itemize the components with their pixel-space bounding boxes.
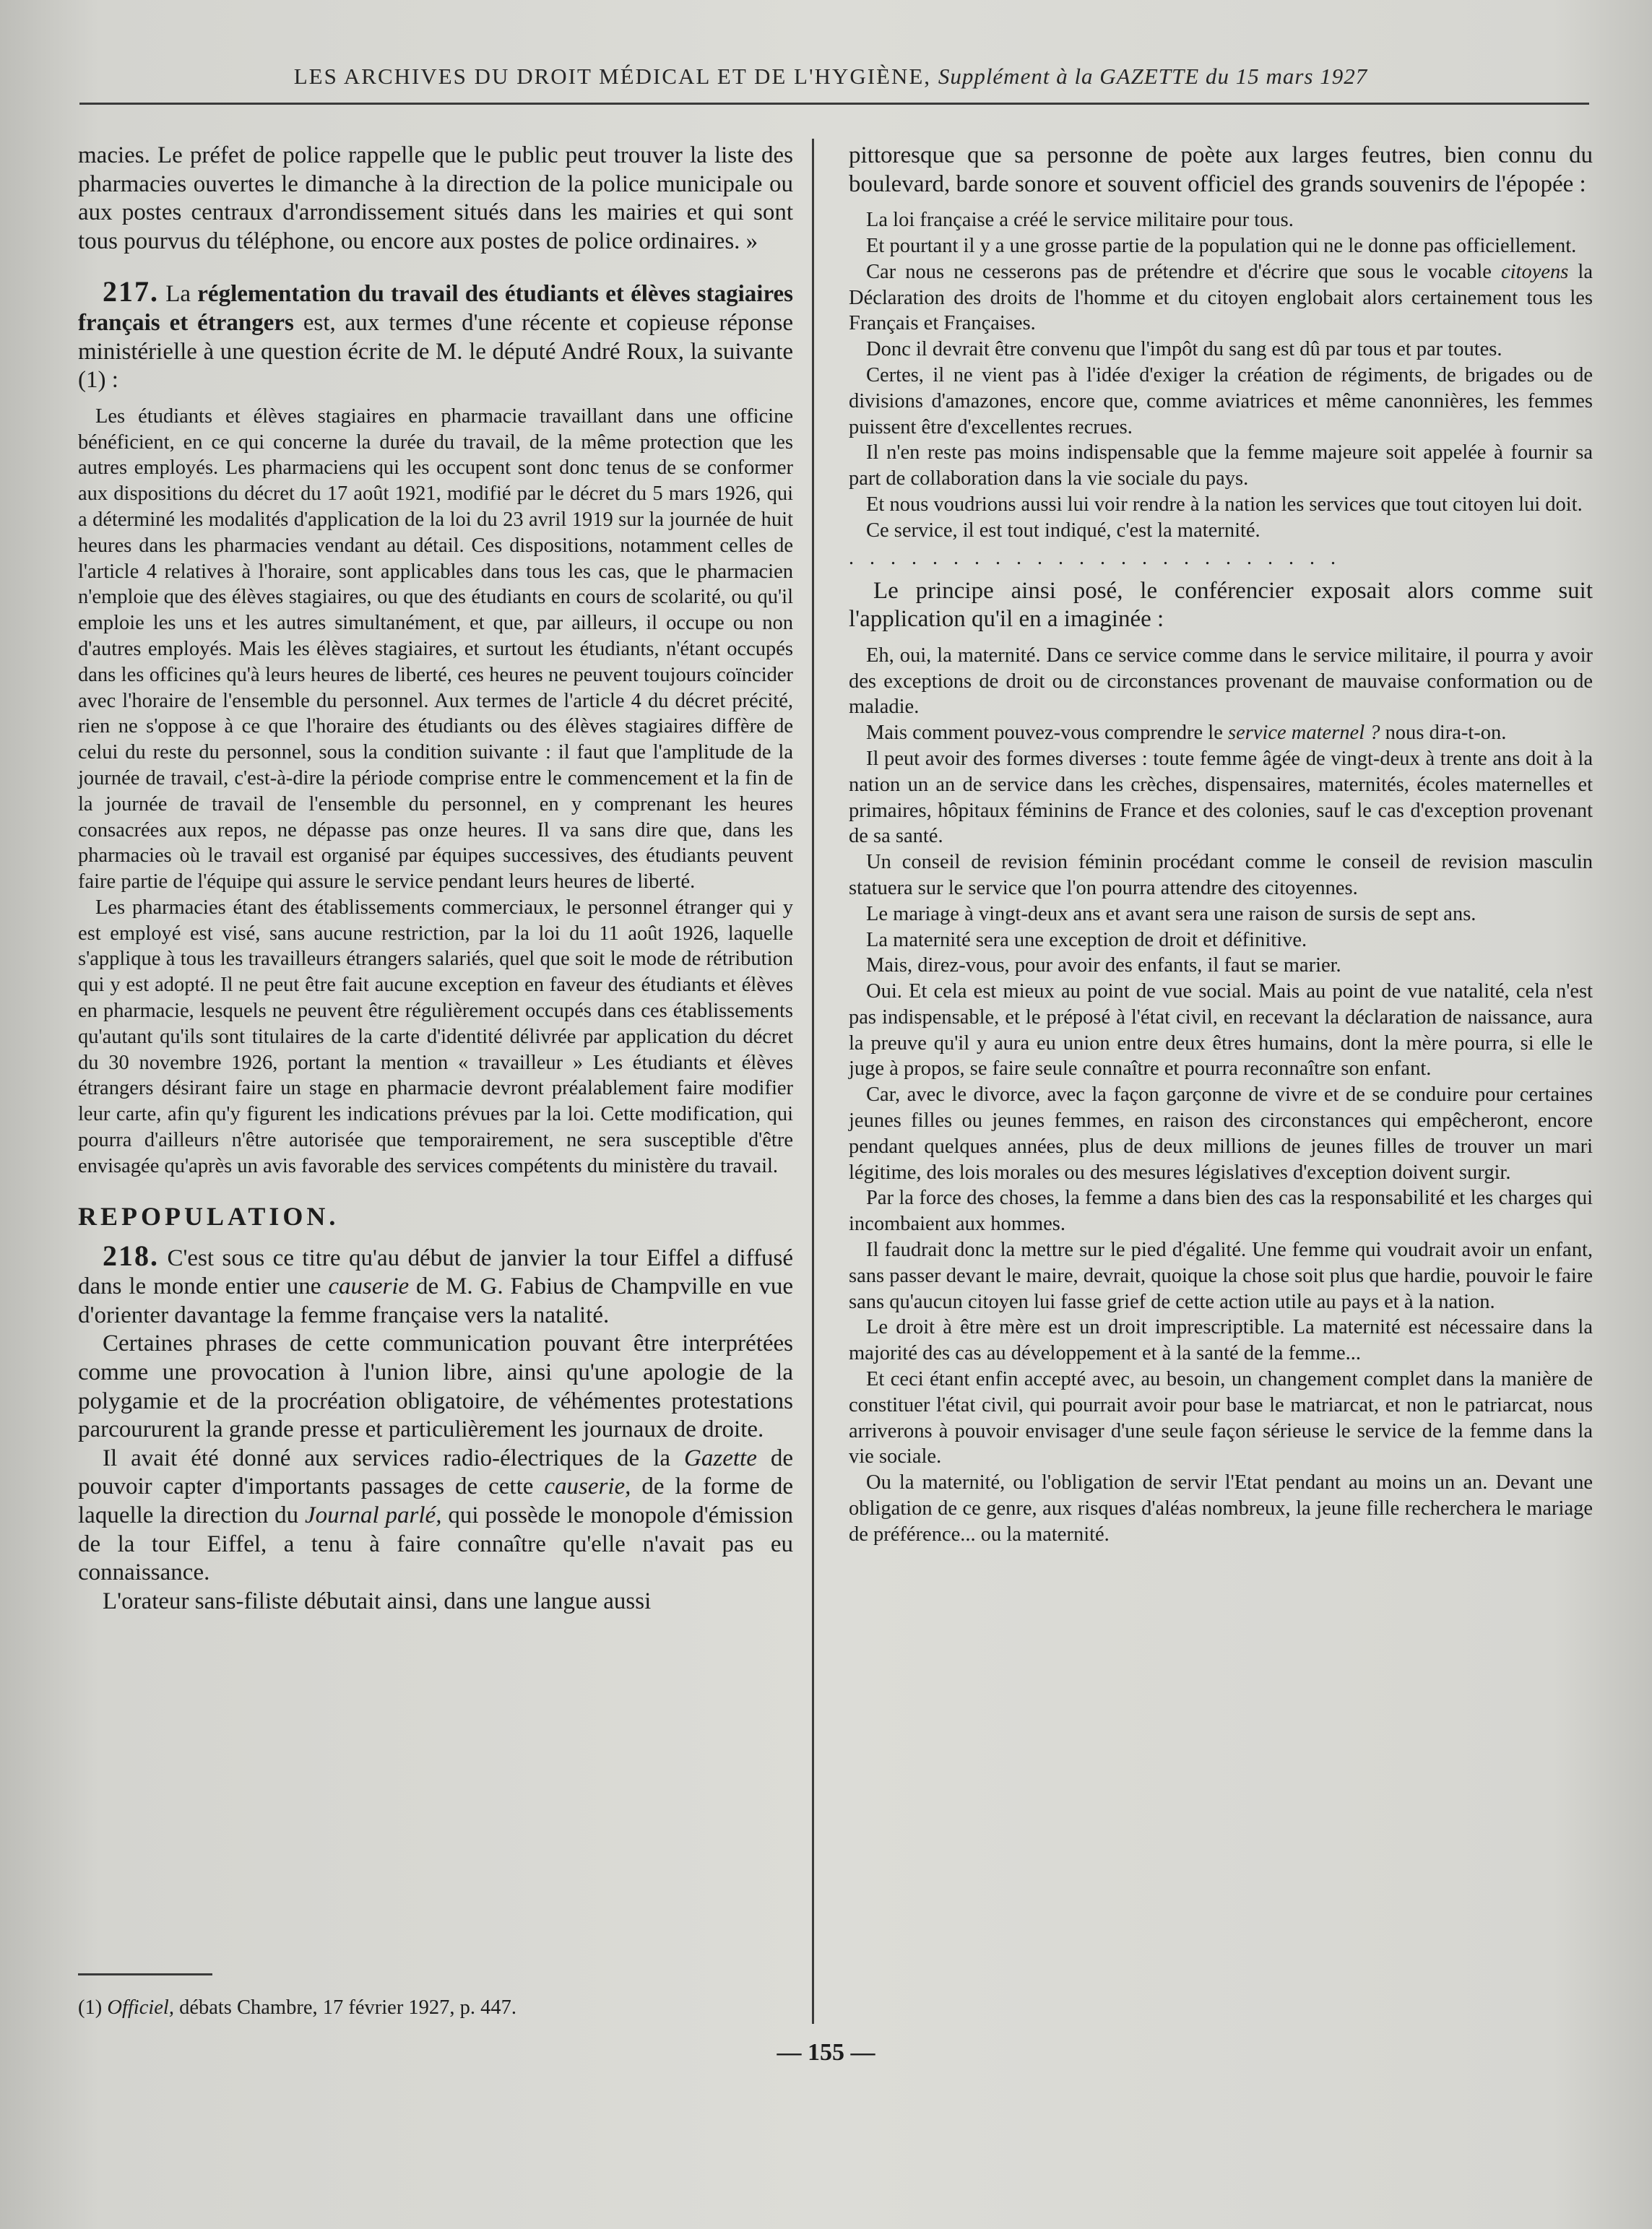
article-number: 218. [103,1239,159,1272]
body-paragraph: Le principe ainsi posé, le conférencier exposait alors comme suit l'application qu'il en a imaginée : [849,577,1593,633]
footnote-number: (1) [78,1996,103,2019]
quote-paragraph: La loi française a créé le service militaire pour tous. [866,209,1294,232]
quote-paragraph: La maternité sera une exception de droit et définitive. [866,928,1307,951]
italic-term: causerie [328,1273,410,1300]
italic-term: Gazette [684,1445,757,1471]
article-218 [78,1239,794,1330]
quote-paragraph: Il n'en reste pas moins indispensable que la femme majeure soit appelée à fournir sa part de collaboration dans la vie sociale du pays. [849,441,1593,490]
article-prefix: La [165,281,191,308]
quote-paragraph [849,259,1593,337]
text-run: la Déclaration des droits de l'homme et du citoyen englobait alors certainement tous les Français et Françaises. [849,260,1593,335]
body-paragraph: Certaines phrases de cette communication pouvant être interprétées comme une provocation à l'union libre, ainsi qu'une apologie de la polygamie et de la procréation obligatoire, de véhémentes protestations parcoururent la grande presse et particulièrement les journaux de droite. [78,1330,793,1443]
quote-paragraph: Un conseil de revision féminin procédant comme le conseil de revision masculin statuera sur le service que l'on pourra attendre des citoyennes. [849,851,1593,899]
quote-paragraph: Et pourtant il y a une grosse partie de la population qui ne le donne pas officiellement. [866,234,1577,257]
quote-paragraph: Certes, il ne vient pas à l'idée d'exiger la création de régiments, de brigades ou de divisions d'amazones, encore que, comme aviatrices et même canonnières, les femmes puissent être d'excellentes recrues. [849,363,1593,438]
quote-paragraph: Le mariage à vingt-deux ans et avant sera une raison de sursis de sept ans. [866,902,1476,925]
italic-term: Journal parlé, [305,1502,442,1528]
text-run: qui possède le monopole d'émission de la tour Eiffel, a tenu à faire connaître qu'elle n'avait pas eu connaissance. [78,1502,794,1586]
page-number: — 155 — [777,2039,875,2066]
article-number: 217. [103,275,159,308]
header-rule [79,103,1589,105]
text-run: nous dira-t-on. [1385,722,1507,745]
footnote-rule [78,1973,212,1975]
quote-paragraph: Car, avec le divorce, avec la façon garçonne de vivre et de se conduire pour certaines jeunes filles ou jeunes femmes, en raison des circonstances qui empêcheront, encore pendant quelques années, plus de deux millions de jeunes filles de trouver un mari légitime, des lois morales ou des mesures législatives d'exception doivent surgir. [849,1083,1593,1184]
footnote-source: Officiel, [107,1996,174,2019]
body-paragraph: L'orateur sans-filiste débutait ainsi, dans une langue aussi [103,1588,652,1614]
text-run: Il avait été donné aux services radio-électriques de la [103,1445,671,1471]
quote-paragraph [849,720,1593,746]
intro-paragraph: macies. Le préfet de police rappelle que le public peut trouver la liste des pharmacies ouvertes le dimanche à la direction de la police municipale ou aux postes centraux d'arrondissement situés dans les mairies et qui sont tous pourvus du téléphone, ou encore aux postes de police ordinaires. » [78,142,793,254]
italic-term: causerie, [544,1473,631,1500]
article-title: réglementation du travail des étudiants et élèves stagiaires français et étrangers [78,281,793,336]
quote-paragraph: Oui. Et cela est mieux au point de vue social. Mais au point de vue natalité, cela n'est pas indispensable, et le préposé à l'état civil, en recevant la déclaration de naissance, aura la preuve qu'il y aura eu union entre deux êtres humains, dont la mère pourra, si elle le juge à propos, se faire seule connaître et pourra reconnaître son enfant. [849,980,1593,1081]
supplement-line: Supplément à la GAZETTE du 15 mars 1927 [938,64,1368,89]
quote-paragraph: Par la force des choses, la femme a dans bien des cas la responsabilité et les charges qui incombaient aux hommes. [849,1187,1593,1236]
italic-term: service maternel ? [1227,722,1380,745]
running-header [79,64,1582,90]
quote-paragraph: Les pharmacies étant des établissements commerciaux, le personnel étranger qui y est employé est visé, sans aucune restriction, par la loi du 11 août 1926, laquelle s'applique à tous les travailleurs étrangers salariés, quel que soit le mode de rétribution qui y est adopté. Il ne peut être fait aucune exception en faveur des étudiants et élèves en pharmacie, lesquels ne peuvent être régulièrement occupés dans ces établissements qu'autant qu'ils sont titulaires de la carte d'identité délivrée par application du décret du 30 novembre 1926, portant la mention « travailleur » Les étudiants et élèves étrangers désirant faire un stage en pharmacie devront préalablement faire modifier leur carte, afin qu'y figurent les indications prévues par la loi. Cette modification, qui pourra d'ailleurs n'être autorisée que temporairement, ne sera susceptible d'être envisagée qu'après un avis favorable des services compétents du ministère du travail. [78,896,793,1177]
left-column [78,142,793,1616]
text-run: Mais comment pouvez-vous comprendre le [866,722,1223,745]
text-run: de pouvoir capter d'importants passages de cette [78,1445,794,1500]
quote-paragraph: Les étudiants et élèves stagiaires en pharmacie travaillant dans une officine bénéficient, en ce qui concerne la durée du travail, de la même protection que les autres employés. Les pharmaciens qui les occupent sont donc tenus de se conformer aux dispositions du décret du 17 août 1921, modifié par le décret du 5 mars 1926, qui a déterminé les modalités d'application de la loi du 23 avril 1919 sur la journée de huit heures dans les pharmacies vendant au détail. Ces dispositions, notamment celles de l'article 4 relatives à l'horaire, sont applicables dans tous les cas, que le pharmacien n'emploie que des élèves stagiaires, ou que des étudiants en cours de scolarité, ou qu'il emploie les uns et les autres simultanément, et que, par ailleurs, il occupe ou non d'autres employés. Mais les élèves stagiaires, et surtout les étudiants, n'étant occupés dans les officines qu'à leurs heures de liberté, ces heures ne peuvent toujours coïncider avec l'horaire de l'ensemble du personnel. Aux termes de l'article 4 du décret précité, rien ne s'oppose à ce que l'horaire des étudiants ou des élèves stagiaires diffère de celui du reste du personnel, sous la condition suivante : il faut que l'amplitude de la journée de travail, c'est-à-dire la période comprise entre le commencement et la fin de la journée de travail de l'ensemble du personnel, en y comprenant les heures consacrées aux repos, ne dépasse pas onze heures. Il va sans dire que, dans les pharmacies où le travail est organisé par équipes successives, des étudiants peuvent faire partie de l'équipe qui assure le service pendant leurs heures de liberté. [78,404,793,893]
article-text: est, aux termes d'une récente et copieuse réponse ministérielle à une question écrite de M. le député André Roux, la suivante (1) : [78,309,794,394]
running-title: LES ARCHIVES DU DROIT MÉDICAL ET DE L'HYGIÈNE, [293,64,932,89]
italic-term: citoyens [1500,260,1569,283]
quote-paragraph: Il faudrait donc la mettre sur le pied d'égalité. Une femme qui voudrait avoir un enfant, sans passer devant le maire, devrait, quoique la chose soit plus que hardie, pouvoir le faire sans qu'aucun citoyen lui fasse grief de cette action utile au pays et à la nation. [849,1239,1593,1313]
quote-paragraph: Il peut avoir des formes diverses : toute femme âgée de vingt-deux à trente ans doit à la nation un an de service dans les crèches, dispensaires, maternités, écoles maternelles et primaires, hôpitaux féminins de France et des colonies, sauf le cas d'exception provenant de sa santé. [849,747,1593,848]
section-heading: REPOPULATION. [78,1201,340,1231]
column-divider [812,139,814,2024]
text-run: de la forme de laquelle la direction du [78,1473,794,1528]
article-217 [78,277,793,394]
quote-paragraph: Donc il devrait être convenu que l'impôt du sang est dû par tous et par toutes. [866,338,1502,361]
body-paragraph [78,1445,793,1588]
quote-paragraph: Le droit à être mère est un droit imprescriptible. La maternité est nécessaire dans la majorité des cas au développement et à la santé de la femme... [849,1316,1593,1365]
quote-paragraph: Ce service, il est tout indiqué, c'est la maternité. [866,519,1260,542]
article-text: C'est sous ce titre qu'au début de janvier la tour Eiffel a diffusé dans le monde entier une [78,1245,794,1300]
quote-paragraph: Ou la maternité, ou l'obligation de servir l'Etat pendant au moins un an. Devant une obligation de ce genre, aux risques d'aléas nombreux, la jeune fille recherchera le mariage de préférence... ou la maternité. [849,1471,1593,1546]
quote-paragraph: Mais, direz-vous, pour avoir des enfants, il faut se marier. [866,954,1341,977]
quote-paragraph: Et ceci étant enfin accepté avec, au besoin, un changement complet dans la manière de constituer l'état civil, qui pourrait avoir pour base le matriarcat, et non le patriarcat, nous arriverons à pouvoir envisager d'une seule façon sérieuse le service de la femme dans la vie sociale. [849,1368,1593,1468]
text-run: Car nous ne cesserons pas de prétendre et d'écrire que sous le vocable [866,260,1492,283]
footnote-text: débats Chambre, 17 février 1927, p. 447. [179,1996,517,2019]
article-text: de M. G. Fabius de Champville en vue d'orienter davantage la femme française vers la natalité. [78,1273,793,1328]
body-paragraph: pittoresque que sa personne de poète aux larges feutres, bien connu du boulevard, barde sonore et souvent officiel des grands souvenirs de l'épopée : [849,142,1593,197]
footnote [78,1996,793,2020]
dotted-separator: ........................ [849,546,1352,569]
quote-paragraph: Et nous voudrions aussi lui voir rendre à la nation les services que tout citoyen lui doit. [866,493,1583,516]
right-column [849,142,1593,1548]
quote-paragraph: Eh, oui, la maternité. Dans ce service comme dans le service militaire, il pourra y avoir des exceptions de droit ou de circonstances provenant de mauvaise conformation ou de maladie. [849,644,1593,719]
